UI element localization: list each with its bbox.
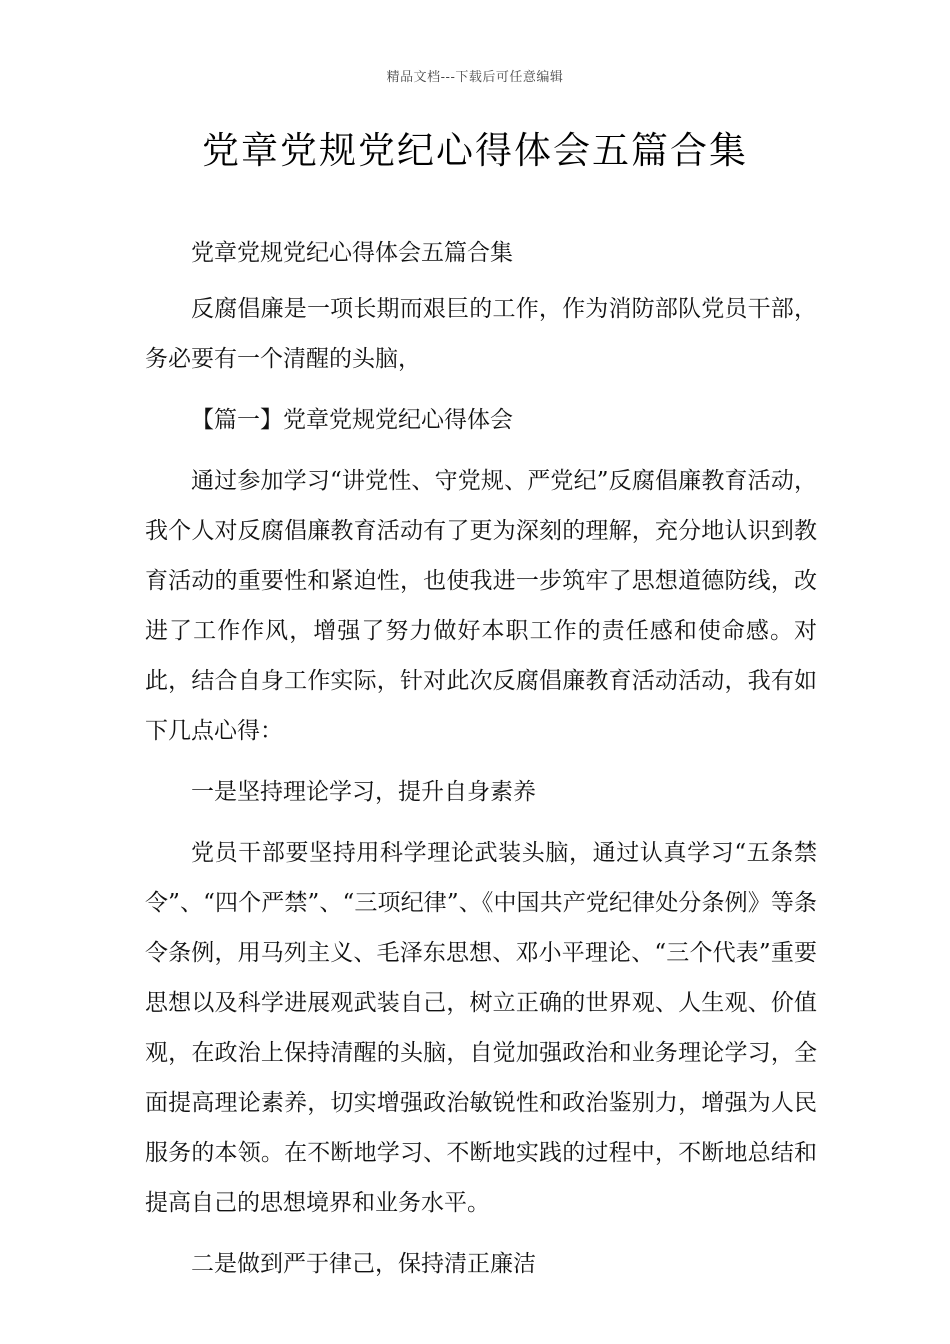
subheading: 一是坚持理论学习，提升自身素养 (191, 779, 536, 805)
paragraph: 党员干部要坚持用科学理论武装头脑，通过认真学习“五条禁令”、“四个严禁”、“三项纪律”、《中国共产党纪律处分条例》等条令条例，用马列主义、毛泽东思想、邓小平理论、“三个代表”重要思想以及科学进展观武装自己，树立正确的世界观、人生观、价值观，在政治上保持清醒的头脑，自觉加强政治和业务理论学习，全面提高理论素养，切实增强政治敏锐性和政治鉴别力，增强为人民服务的本领。在不断地学习、不断地实践的过程中，不断地总结和提高自己的思想境界和业务水平。 (145, 840, 817, 1216)
paragraph: 通过参加学习“讲党性、守党规、严党纪”反腐倡廉教育活动，我个人对反腐倡廉教育活动有了更为深刻的理解，充分地认识到教育活动的重要性和紧迫性，也使我进一步筑牢了思想道德防线，改进了工作作风，增强了努力做好本职工作的责任感和使命感。对此，结合自身工作实际，针对此次反腐倡廉教育活动活动，我有如下几点心得： (145, 468, 817, 744)
document-body (145, 228, 817, 1300)
paragraph: 反腐倡廉是一项长期而艰巨的工作，作为消防部队党员干部，务必要有一个清醒的头脑， (145, 296, 817, 372)
document-title: 党章党规党纪心得体会五篇合集 (202, 129, 748, 172)
subheading: 二是做到严于律己，保持清正廉洁 (191, 1251, 536, 1277)
paragraph: 党章党规党纪心得体会五篇合集 (191, 240, 513, 266)
header-note: 精品文档---下载后可任意编辑 (386, 70, 564, 85)
section-heading: 【篇一】党章党规党纪心得体会 (191, 407, 513, 433)
